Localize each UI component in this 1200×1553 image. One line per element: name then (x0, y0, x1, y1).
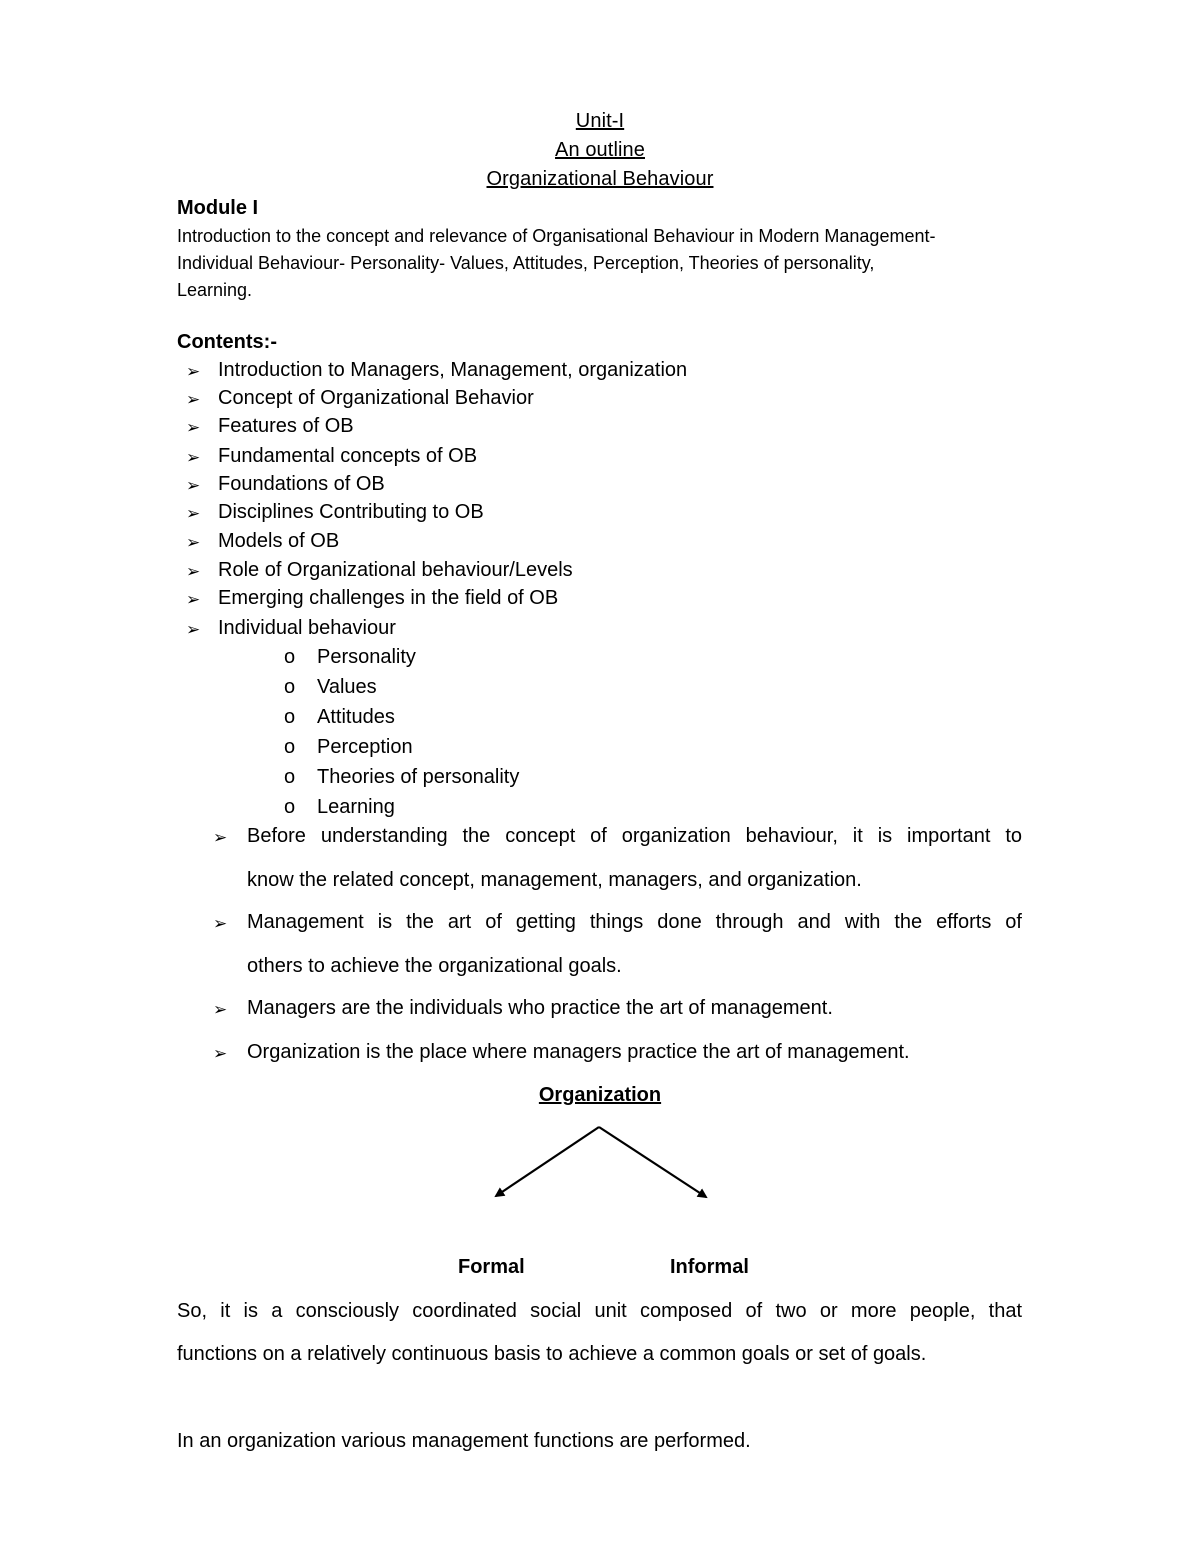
point-line: Managers are the individuals who practice the art of management. (247, 997, 833, 1019)
arrow-bullet-icon: ➢ (213, 914, 228, 933)
arrow-bullet-icon: ➢ (186, 533, 201, 552)
contents-item: Introduction to Managers, Management, organization (218, 359, 688, 381)
arrow-bullet-icon: ➢ (186, 590, 201, 609)
arrow-bullet-icon: ➢ (186, 476, 201, 495)
arrow-bullet-icon: ➢ (186, 504, 201, 523)
arrow-bullet-icon: ➢ (186, 620, 201, 639)
arrow-bullet-icon: ➢ (186, 390, 201, 409)
arrow-bullet-icon: ➢ (186, 448, 201, 467)
circle-bullet-icon: o (284, 706, 296, 728)
contents-item: Role of Organizational behaviour/Levels (218, 559, 573, 581)
outline-title: An outline (555, 139, 645, 161)
contents-item: Disciplines Contributing to OB (218, 501, 484, 523)
arrow-bullet-icon: ➢ (186, 362, 201, 381)
contents-item: Foundations of OB (218, 473, 385, 495)
arrow-bullet-icon: ➢ (213, 828, 228, 847)
sub-list-item: Attitudes (317, 706, 395, 728)
closing-paragraph-line-2: functions on a relatively continuous basis to achieve a common goals or set of goals. (177, 1343, 927, 1365)
left-arrow-icon (496, 1127, 599, 1196)
informal-label: Informal (670, 1256, 749, 1278)
contents-item: Individual behaviour (218, 617, 396, 639)
sub-list-item: Values (317, 676, 377, 698)
module-description-line-3: Learning. (177, 280, 253, 300)
arrow-bullet-icon: ➢ (213, 1044, 228, 1063)
circle-bullet-icon: o (284, 736, 296, 758)
circle-bullet-icon: o (284, 766, 296, 788)
sub-list-item: Perception (317, 736, 413, 758)
point-line: Before understanding the concept of organization behaviour, it is important to (247, 825, 1022, 847)
subject-title: Organizational Behaviour (486, 168, 714, 190)
sub-list-item: Personality (317, 646, 416, 668)
arrow-bullet-icon: ➢ (186, 418, 201, 437)
sub-list-item: Learning (317, 796, 395, 818)
circle-bullet-icon: o (284, 796, 296, 818)
formal-label: Formal (458, 1256, 525, 1278)
closing-paragraph-line-1: So, it is a consciously coordinated social unit composed of two or more people, that (177, 1300, 1022, 1322)
point-line: others to achieve the organizational goals. (247, 955, 622, 977)
circle-bullet-icon: o (284, 646, 296, 668)
contents-item: Fundamental concepts of OB (218, 445, 478, 467)
module-description-line-2: Individual Behaviour- Personality- Values, Attitudes, Perception, Theories of personality, (177, 253, 875, 273)
module-description-line-1: Introduction to the concept and relevance of Organisational Behaviour in Modern Management- (177, 226, 936, 246)
contents-heading: Contents:- (177, 331, 277, 353)
arrow-bullet-icon: ➢ (213, 1000, 228, 1019)
sub-list-item: Theories of personality (317, 766, 520, 788)
contents-item: Concept of Organizational Behavior (218, 387, 534, 409)
point-line: Management is the art of getting things done through and with the efforts of (247, 911, 1022, 933)
diagram-title: Organization (538, 1084, 662, 1106)
contents-item: Features of OB (218, 415, 354, 437)
point-line: Organization is the place where managers practice the art of management. (247, 1041, 910, 1063)
point-line: know the related concept, management, managers, and organization. (247, 869, 862, 891)
arrow-bullet-icon: ➢ (186, 562, 201, 581)
module-heading: Module I (177, 197, 259, 219)
right-arrow-icon (599, 1127, 706, 1197)
functions-paragraph: In an organization various management functions are performed. (177, 1430, 751, 1452)
circle-bullet-icon: o (284, 676, 296, 698)
unit-title: Unit-I (575, 110, 625, 132)
contents-item: Emerging challenges in the field of OB (218, 587, 559, 609)
contents-item: Models of OB (218, 530, 340, 552)
